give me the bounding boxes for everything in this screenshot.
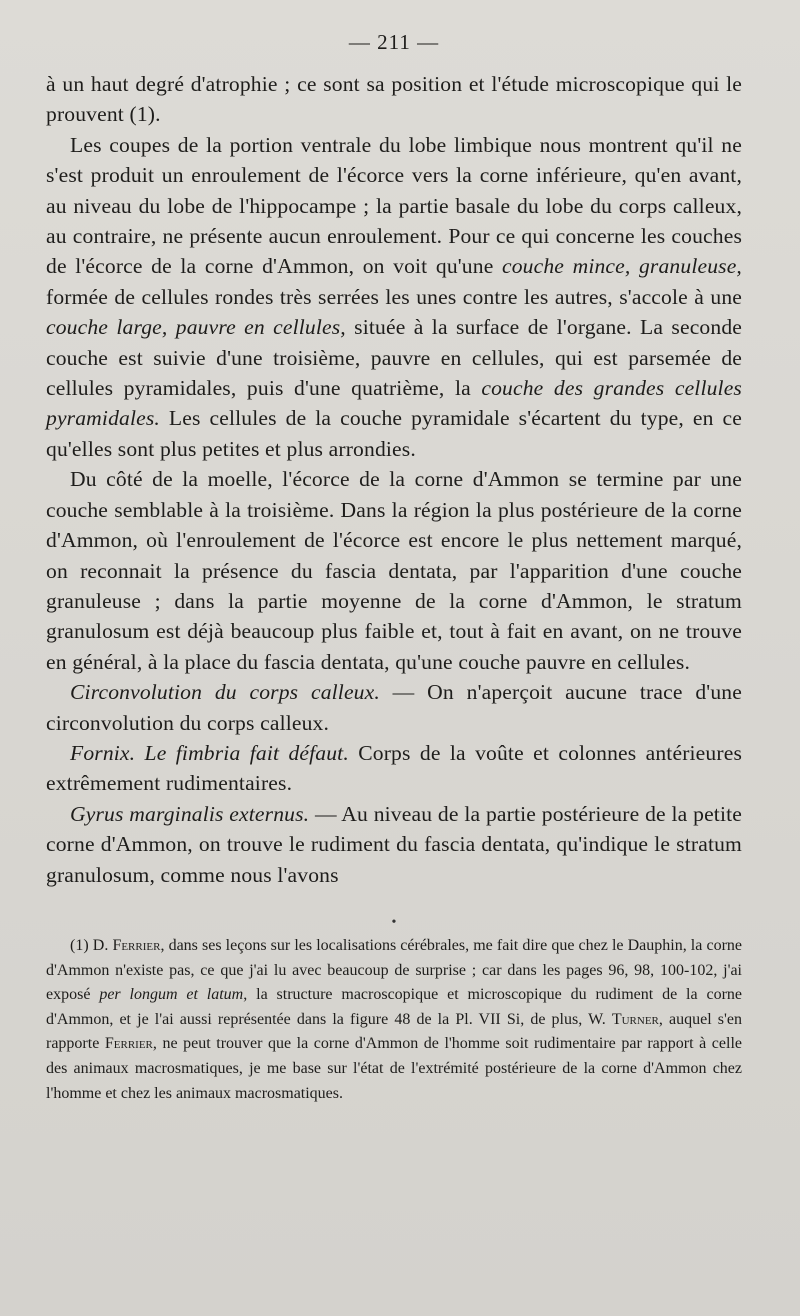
italic-text: Fornix. Le fimbria fait défaut. xyxy=(70,740,349,765)
text-run: , ne peut trouver que la corne d'Ammon de l'homme soit rudimentaire par rapport à celle des animaux macrosmatiques, je me base sur l'état de l'extrémité postérieure de la corne d'Ammon chez l'homme et chez les animaux macrosmatiques. xyxy=(46,1035,742,1102)
paragraph xyxy=(46,738,742,799)
text-run: Corps de la voûte et colonnes antérieures extrêmement rudimentaires. xyxy=(46,740,742,796)
paragraph xyxy=(46,677,742,738)
paragraph xyxy=(46,799,742,890)
italic-text: Gyrus marginalis externus. xyxy=(70,801,310,826)
text-run: (1) D. xyxy=(70,936,113,954)
author-name: Ferrier xyxy=(104,1035,153,1053)
paragraph xyxy=(46,464,742,677)
italic-text: couche des grandes cellules pyramidales. xyxy=(46,376,742,431)
footnote-text xyxy=(46,934,742,1106)
footnote-divider: • xyxy=(391,914,397,930)
italic-text: couche mince, granuleuse, xyxy=(501,254,742,279)
italic-text: per longum et latum xyxy=(99,986,244,1004)
text-run: Les coupes de la portion ventrale du lobe limbique nous montrent qu'il ne s'est produit un enroulement de l'écorce vers la corne inférieure, qu'en avant, au niveau du lobe de l'hippocampe ; la partie basale du lobe du corps calleux, au contraire, ne présente aucun enroulement. Pour ce qui concerne les couches de l'écorce de la corne d'Ammon, on voit qu'une xyxy=(46,132,742,279)
text-run: formée de cellules rondes très serrées les unes contre les autres, s'accole à une xyxy=(46,284,742,309)
author-name: Turner xyxy=(611,1010,659,1028)
text-run: à un haut degré d'atrophie ; ce sont sa position et l'étude microscopique qui le prouvent (1). xyxy=(46,72,742,127)
text-run: — On n'aperçoit aucune trace d'une circonvolution du corps calleux. xyxy=(46,680,742,735)
text-run: , auquel s'en rapporte xyxy=(46,1010,742,1053)
text-run: située à la surface de l'organe. La seconde couche est suivie d'une troisième, pauvre en cellules, qui est parsemée de cellules pyramidales, puis d'une quatrième, la xyxy=(46,315,742,401)
author-name: Ferrier xyxy=(112,936,161,954)
page-number: — 211 — xyxy=(348,30,440,54)
italic-text: Circonvolution du corps calleux. xyxy=(70,680,380,705)
body-text xyxy=(46,69,742,890)
text-run: , la structure macroscopique et microscopique du rudiment de la corne d'Ammon, et je l'ai aussi représentée dans la figure 48 de la Pl. VII Si, de plus, W. xyxy=(46,986,743,1028)
text-run: , dans ses leçons sur les localisations cérébrales, me fait dire que chez le Dauphin, la corne d'Ammon n'existe pas, ce que j'ai lu avec beaucoup de surprise ; car dans les pages 96, 98, 100-102, j'ai exposé xyxy=(46,936,742,1004)
text-run: Les cellules de la couche pyramidale s'écartent du type, en ce qu'elles sont plus petites et plus arrondies. xyxy=(46,406,742,461)
text-run: Du côté de la moelle, l'écorce de la corne d'Ammon se termine par une couche semblable à la troisième. Dans la région la plus postérieure de la corne d'Ammon, où l'enroulement de l'écorce est encore le plus nettement marqué, on reconnait la présence du fascia dentata, par l'apparition d'une couche granuleuse ; dans la partie moyenne de la corne d'Ammon, le stratum granulosum est déjà beaucoup plus faible et, tout à fait en avant, on ne trouve en général, à la place du fascia dentata, qu'une couche pauvre en cellules. xyxy=(46,467,742,674)
italic-text: couche large, pauvre en cellules, xyxy=(46,315,346,340)
paragraph xyxy=(46,130,742,464)
text-run: — Au niveau de la partie postérieure de la petite corne d'Ammon, on trouve le rudiment du fascia dentata, qu'indique le stratum granulosum, comme nous l'avons xyxy=(46,801,742,887)
footnote xyxy=(46,934,742,1106)
paragraph xyxy=(46,69,742,130)
